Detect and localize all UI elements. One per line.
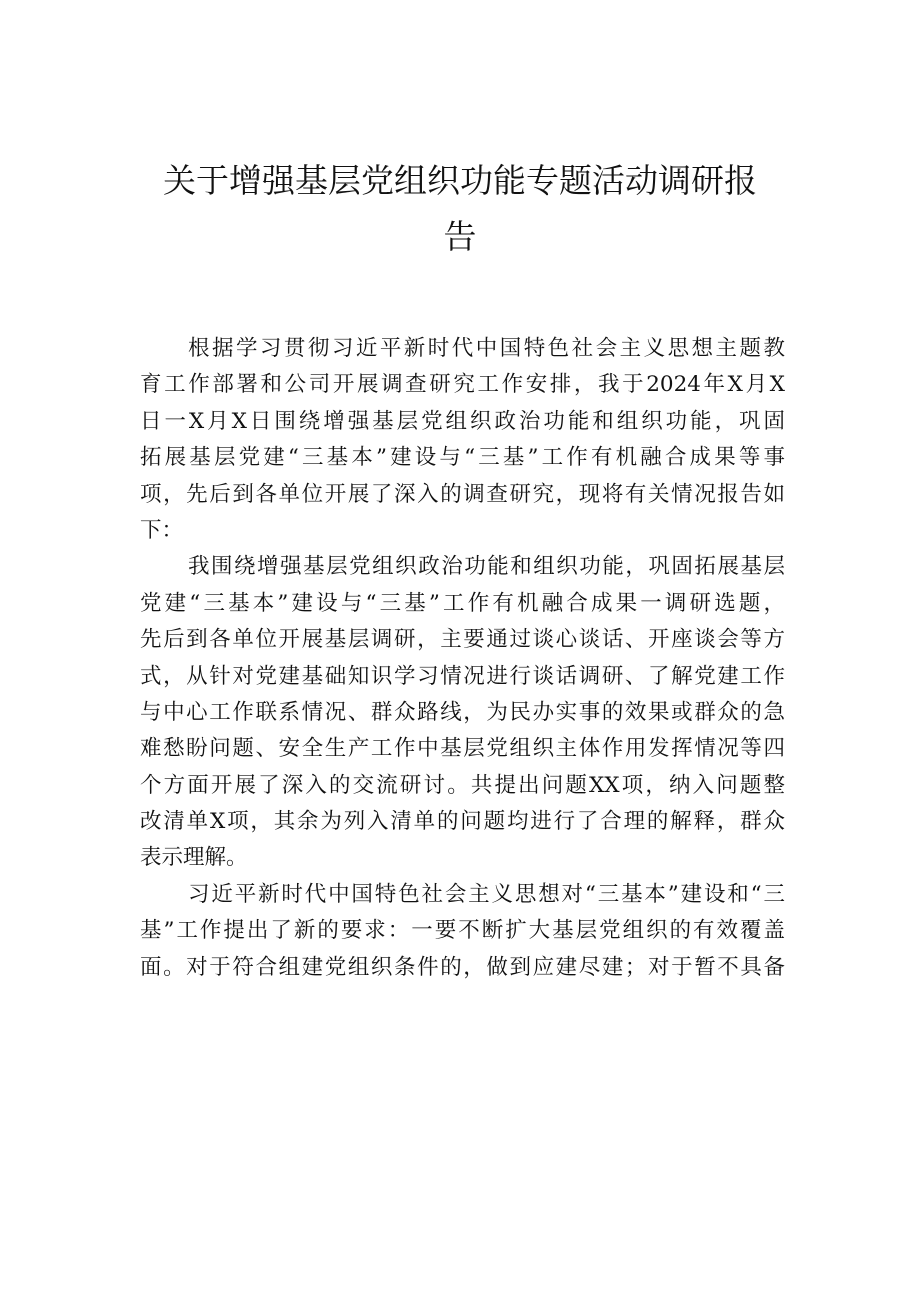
paragraph-line: 表示理解。 bbox=[140, 845, 248, 871]
paragraph-line: 我围绕增强基层党组织政治功能和组织功能，巩固拓展基层 bbox=[188, 554, 785, 580]
paragraph-line: 下： bbox=[140, 517, 184, 543]
paragraph-line: 党建“三基本”建设与“三基”工作有机融合成果一调研选题， bbox=[140, 590, 785, 616]
title-line: 告 bbox=[443, 217, 477, 256]
paragraph-line: 项，先后到各单位开展了深入的调查研究，现将有关情况报告如 bbox=[140, 481, 785, 507]
paragraph bbox=[140, 549, 785, 877]
paragraph-line: 育工作部署和公司开展调查研究工作安排，我于2024年X月X bbox=[140, 372, 785, 398]
paragraph-line: 个方面开展了深入的交流研讨。共提出问题XX项，纳入问题整 bbox=[140, 772, 785, 798]
paragraph-line: 根据学习贯彻习近平新时代中国特色社会主义思想主题教 bbox=[188, 336, 785, 361]
paragraph-line: 日一X月X日围绕增强基层党组织政治功能和组织功能，巩固 bbox=[140, 408, 785, 434]
paragraph-line: 与中心工作联系情况、群众路线，为民办实事的效果或群众的急 bbox=[140, 699, 785, 725]
title-line: 关于增强基层党组织功能专题活动调研报 bbox=[163, 161, 757, 200]
paragraph-line: 式，从针对党建基础知识学习情况进行谈话调研、了解党建工作 bbox=[140, 663, 785, 689]
paragraph bbox=[140, 877, 785, 986]
paragraph-line: 面。对于符合组建党组织条件的，做到应建尽建；对于暂不具备 bbox=[140, 954, 785, 980]
paragraph-line: 习近平新时代中国特色社会主义思想对“三基本”建设和“三 bbox=[188, 881, 785, 907]
paragraph-line: 难愁盼问题、安全生产工作中基层党组织主体作用发挥情况等四 bbox=[140, 736, 785, 762]
paragraph-line: 基”工作提出了新的要求：一要不断扩大基层党组织的有效覆盖 bbox=[140, 918, 785, 944]
paragraph-line: 改清单X项，其余为列入清单的问题均进行了合理的解释，群众 bbox=[140, 809, 785, 835]
paragraph-line: 拓展基层党建“三基本”建设与“三基”工作有机融合成果等事 bbox=[140, 445, 785, 471]
document-body bbox=[140, 331, 785, 986]
paragraph-line: 先后到各单位开展基层调研，主要通过谈心谈话、开座谈会等方 bbox=[140, 627, 785, 653]
paragraph bbox=[140, 331, 785, 549]
document-title bbox=[140, 153, 780, 265]
